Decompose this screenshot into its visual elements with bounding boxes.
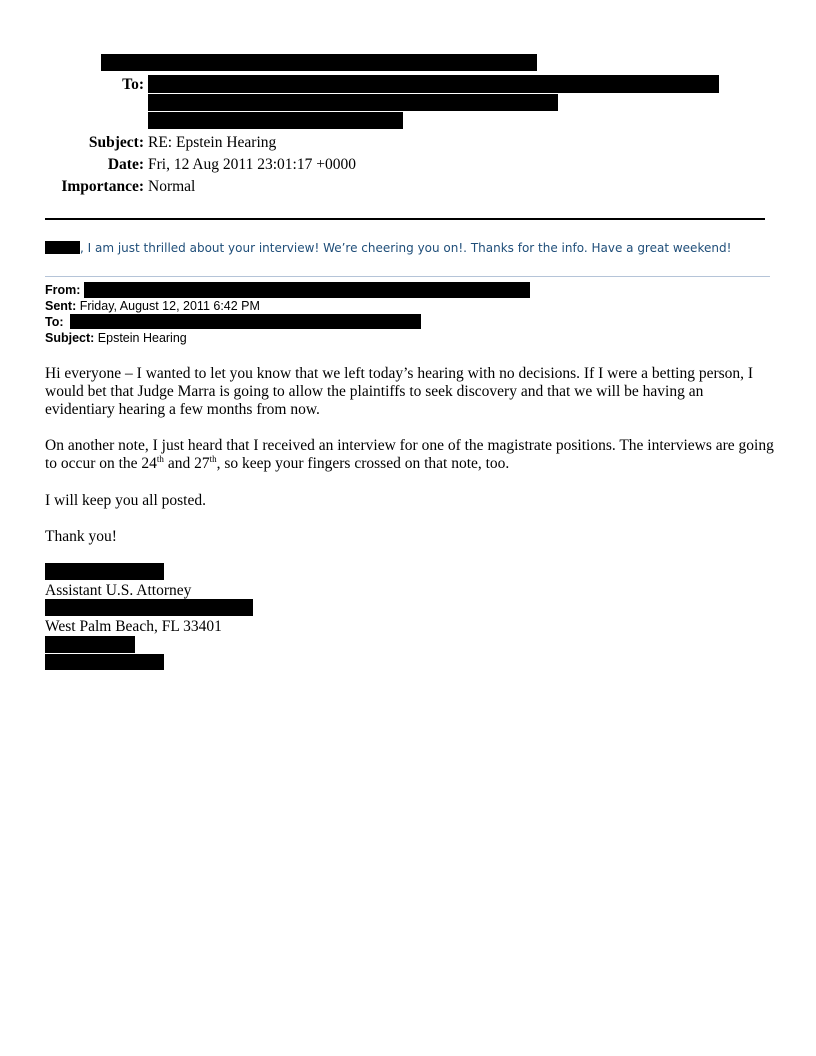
to-label: To: xyxy=(122,76,144,93)
body-paragraph-2 xyxy=(45,437,775,473)
fwd-subject-label: Subject: xyxy=(45,331,95,345)
redacted-signature-phone xyxy=(45,636,135,653)
reply-divider xyxy=(45,276,770,277)
fwd-from-line xyxy=(45,282,80,298)
redacted-signature-fax xyxy=(45,654,164,670)
redacted-to-line-3 xyxy=(148,112,403,129)
date-value: Fri, 12 Aug 2011 23:01:17 +0000 xyxy=(148,156,356,173)
reply-text: , I am just thrilled about your interview! We’re cheering you on!. Thanks for the info. Have a great weekend! xyxy=(80,241,732,255)
ordinal-suffix-1: th xyxy=(156,453,164,464)
body-paragraph-3: I will keep you all posted. xyxy=(45,492,206,509)
ordinal-suffix-2: th xyxy=(209,453,217,464)
signature-title: Assistant U.S. Attorney xyxy=(45,582,192,599)
redacted-signature-address xyxy=(45,599,253,616)
body-paragraph-1: Hi everyone – I wanted to let you know that we left today’s hearing with no decisions. If I were a betting person, I would bet that Judge Marra is going to allow the plaintiffs to seek discovery and that we will be having an evidentiary hearing a few months from now. xyxy=(45,365,754,418)
redacted-recipient-name xyxy=(45,241,80,254)
date-label: Date: xyxy=(107,156,144,173)
fwd-sent-label: Sent: xyxy=(45,299,77,313)
redacted-fwd-to xyxy=(70,314,421,329)
subject-label: Subject: xyxy=(88,134,144,151)
reply-message xyxy=(45,240,731,256)
redacted-signature-name xyxy=(45,563,164,580)
fwd-subject-line xyxy=(45,330,187,346)
redacted-to-line-2 xyxy=(148,94,558,111)
fwd-subject-value: Epstein Hearing xyxy=(97,331,187,345)
fwd-from-label: From: xyxy=(45,283,81,297)
redacted-from-header xyxy=(101,54,537,71)
fwd-sent-line xyxy=(45,298,260,314)
body-paragraph-4: Thank you! xyxy=(45,528,117,545)
body-paragraph-2-part-b: and 27 xyxy=(163,455,210,472)
fwd-sent-value: Friday, August 12, 2011 6:42 PM xyxy=(79,299,260,313)
body-paragraph-2-part-a: On another note, I just heard that I received an interview for one of the magistrate positions. The interviews are going to occur on the 24 xyxy=(45,437,774,472)
subject-value: RE: Epstein Hearing xyxy=(148,134,277,151)
importance-label: Importance: xyxy=(61,178,144,195)
fwd-to-label: To: xyxy=(45,315,64,329)
redacted-to-line-1 xyxy=(148,75,719,93)
header-divider xyxy=(45,218,765,220)
redacted-fwd-from xyxy=(84,282,530,298)
importance-value: Normal xyxy=(148,178,196,195)
fwd-to-line xyxy=(45,314,64,330)
signature-city: West Palm Beach, FL 33401 xyxy=(45,618,222,635)
body-paragraph-2-part-c: , so keep your fingers crossed on that note, too. xyxy=(216,455,510,472)
